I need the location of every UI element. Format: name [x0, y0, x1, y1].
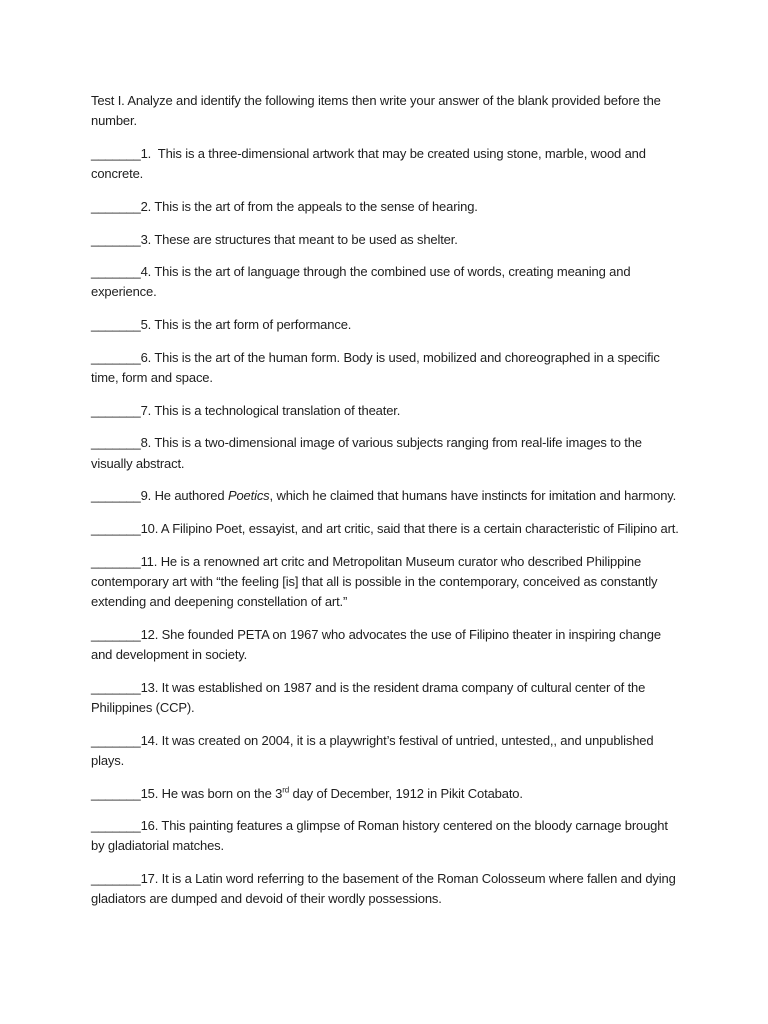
question-text: This is the art of the human form. Body is used, mobilized and choreographed in a specific time, form and space.: [91, 349, 660, 386]
answer-blank: _______: [91, 871, 141, 887]
question-text-after: day of December, 1912 in Pikit Cotabato.: [289, 785, 523, 801]
question-text: She founded PETA on 1967 who advocates the use of Filipino theater in inspiring change and development in society.: [91, 626, 661, 663]
question-number: 4.: [140, 264, 152, 280]
answer-blank: _______: [91, 317, 141, 333]
question-number: 6.: [140, 349, 152, 365]
answer-blank: _______: [91, 521, 141, 537]
question-number: 2.: [140, 198, 152, 214]
answer-blank: _______: [91, 435, 141, 451]
question-16: [91, 816, 681, 856]
answer-blank: _______: [91, 145, 141, 161]
answer-blank: _______: [91, 264, 141, 280]
question-number: 11.: [140, 553, 158, 569]
question-text: This is the art of from the appeals to the sense of hearing.: [151, 198, 478, 214]
question-number: 17.: [140, 871, 159, 887]
answer-blank: _______: [91, 198, 141, 214]
question-9: [91, 486, 681, 506]
question-number: 12.: [140, 626, 159, 642]
answer-blank: _______: [91, 553, 141, 569]
question-text: A Filipino Poet, essayist, and art critic, said that there is a certain characteristic of Filipino art.: [158, 521, 679, 537]
question-text-after: , which he claimed that humans have instincts for imitation and harmony.: [269, 488, 677, 504]
answer-blank: _______: [91, 231, 141, 247]
question-5: [91, 315, 681, 335]
question-2: [91, 197, 681, 217]
question-number: 14.: [140, 732, 159, 748]
answer-blank: _______: [91, 488, 141, 504]
question-17: [91, 869, 681, 909]
question-number: 15.: [140, 785, 159, 801]
question-number: 7.: [140, 402, 152, 418]
question-number: 8.: [140, 435, 152, 451]
question-text: This is the art of language through the combined use of words, creating meaning and experience.: [91, 264, 631, 300]
question-text: It was created on 2004, it is a playwright’s festival of untried, untested,, and unpublished plays.: [91, 732, 654, 768]
question-13: [91, 678, 681, 718]
answer-blank: _______: [91, 626, 141, 642]
question-number: 10.: [140, 521, 159, 537]
answer-blank: _______: [91, 679, 141, 695]
book-title-italic: Poetics: [227, 488, 270, 504]
question-3: [91, 230, 681, 250]
test-instructions: [91, 91, 681, 131]
question-text: This is a two-dimensional image of various subjects ranging from real-life images to the visually abstract.: [91, 435, 642, 471]
question-text: He is a renowned art critc and Metropolitan Museum curator who described Philippine contemporary art with “the feeling [is] that all is possible in the contemporary, conceived as constantly extending and deepening constellation of art.”: [91, 553, 658, 610]
question-number: 13.: [140, 679, 159, 695]
question-4: [91, 262, 681, 302]
question-text: These are structures that meant to be used as shelter.: [151, 231, 458, 247]
question-text-before: He was born on the 3: [158, 785, 283, 801]
question-text: It was established on 1987 and is the resident drama company of cultural center of the Philippines (CCP).: [91, 679, 646, 715]
question-text: This is a three-dimensional artwork that may be created using stone, marble, wood and concrete.: [91, 145, 650, 182]
question-text: It is a Latin word referring to the basement of the Roman Colosseum where fallen and dying gladiators are dumped and devoid of their wordly possessions.: [91, 871, 676, 907]
instructions-text: Test I. Analyze and identify the following items then write your answer of the blank provided before the number.: [91, 93, 661, 129]
answer-blank: _______: [91, 785, 141, 801]
question-text: This is a technological translation of theater.: [151, 402, 401, 418]
question-14: [91, 731, 681, 771]
question-number: 9.: [140, 488, 152, 504]
question-6: [91, 348, 681, 388]
question-10: [91, 519, 681, 539]
answer-blank: _______: [91, 402, 141, 418]
question-text: This painting features a glimpse of Roman history centered on the bloody carnage brought by gladiatorial matches.: [91, 818, 668, 854]
question-text: This is the art form of performance.: [151, 317, 352, 333]
question-text-before: He authored: [151, 488, 228, 504]
question-number: 1.: [140, 145, 152, 161]
question-7: [91, 401, 681, 421]
answer-blank: _______: [91, 818, 141, 834]
question-number: 5.: [140, 317, 152, 333]
answer-blank: _______: [91, 349, 141, 365]
question-number: 3.: [140, 231, 152, 247]
question-number: 16.: [140, 818, 159, 834]
document-page: [91, 91, 681, 922]
question-12: [91, 625, 681, 665]
question-1: [91, 144, 681, 184]
ordinal-superscript: rd: [282, 785, 290, 795]
question-15: [91, 784, 681, 804]
question-11: [91, 552, 681, 613]
answer-blank: _______: [91, 732, 141, 748]
question-8: [91, 433, 681, 473]
